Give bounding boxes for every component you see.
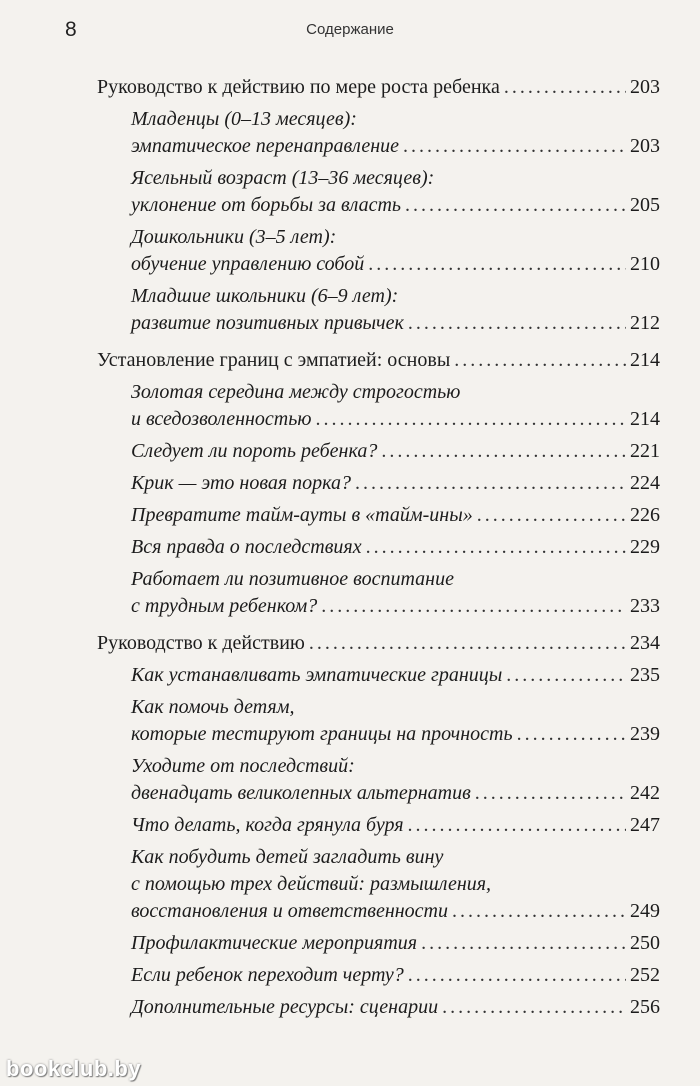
dot-leader xyxy=(475,780,626,807)
page-header xyxy=(65,18,635,48)
dot-leader xyxy=(442,994,626,1021)
toc-section xyxy=(0,347,700,374)
toc-page-number: 212 xyxy=(630,312,660,334)
toc-entry-title: с помощью трех действий: размышления, xyxy=(131,873,492,895)
toc-line xyxy=(131,753,660,780)
toc-page-number: 247 xyxy=(630,814,660,836)
toc-page-number: 235 xyxy=(630,664,660,686)
toc-section xyxy=(0,74,700,101)
toc-subsection xyxy=(0,844,700,925)
toc-subsection xyxy=(0,438,700,465)
toc-line xyxy=(131,566,660,593)
toc-subsection xyxy=(0,106,700,160)
toc-page-number: 239 xyxy=(630,723,660,745)
toc-entry-title: двенадцать великолепных альтернатив xyxy=(131,782,471,804)
toc-line xyxy=(97,347,660,374)
toc-line xyxy=(131,406,660,433)
toc-page-number: 226 xyxy=(630,504,660,526)
toc-line xyxy=(131,251,660,278)
toc-entry-title: и вседозволенностью xyxy=(131,408,312,430)
toc-line xyxy=(97,74,660,101)
dot-leader xyxy=(381,438,626,465)
running-title: Содержание xyxy=(306,21,394,38)
dot-leader xyxy=(403,133,626,160)
toc-entry-title: Работает ли позитивное воспитание xyxy=(131,568,454,590)
dot-leader xyxy=(315,406,626,433)
toc-entry-title: Золотая середина между строгостью xyxy=(131,381,461,403)
toc-page-number: 210 xyxy=(630,253,660,275)
toc-page-number: 221 xyxy=(630,440,660,462)
table-of-contents xyxy=(0,74,700,1021)
toc-line xyxy=(131,310,660,337)
toc-subsection xyxy=(0,502,700,529)
toc-entry-title: уклонение от борьбы за власть xyxy=(131,194,402,216)
toc-entry-title: Дошкольники (3–5 лет): xyxy=(131,226,337,248)
toc-line xyxy=(131,871,660,898)
toc-line xyxy=(131,844,660,871)
toc-line xyxy=(131,780,660,807)
toc-entry-title: Крик — это новая порка? xyxy=(131,472,352,494)
toc-subsection xyxy=(0,534,700,561)
toc-line xyxy=(131,133,660,160)
toc-page-number: 214 xyxy=(630,408,660,430)
toc-subsection xyxy=(0,662,700,689)
toc-line xyxy=(131,694,660,721)
toc-subsection xyxy=(0,470,700,497)
toc-entry-title: обучение управлению собой xyxy=(131,253,365,275)
toc-subsection xyxy=(0,379,700,433)
dot-leader xyxy=(454,347,626,374)
toc-line xyxy=(131,898,660,925)
toc-subsection xyxy=(0,224,700,278)
toc-entry-title: с трудным ребенком? xyxy=(131,595,318,617)
toc-line xyxy=(131,165,660,192)
toc-entry-title: Как устанавливать эмпатические границы xyxy=(131,664,503,686)
toc-entry-title: Младшие школьники (6–9 лет): xyxy=(131,285,399,307)
toc-line xyxy=(131,930,660,957)
toc-entry-title: восстановления и ответственности xyxy=(131,900,449,922)
toc-entry-title: Ясельный возраст (13–36 месяцев): xyxy=(131,167,435,189)
toc-line xyxy=(131,379,660,406)
dot-leader xyxy=(477,502,626,529)
toc-entry-title: Как побудить детей загладить вину xyxy=(131,846,444,868)
dot-leader xyxy=(421,930,626,957)
toc-entry-title: Дополнительные ресурсы: сценарии xyxy=(131,996,439,1018)
dot-leader xyxy=(408,962,626,989)
toc-line xyxy=(131,721,660,748)
toc-line xyxy=(131,962,660,989)
toc-line xyxy=(131,662,660,689)
toc-line xyxy=(131,283,660,310)
toc-line xyxy=(131,438,660,465)
toc-entry-title: Руководство к действию xyxy=(97,632,305,654)
toc-section xyxy=(0,630,700,657)
toc-page-number: 205 xyxy=(630,194,660,216)
watermark: bookclub.by xyxy=(6,1056,142,1081)
dot-leader xyxy=(366,534,626,561)
toc-page-number: 214 xyxy=(630,349,660,371)
toc-line xyxy=(131,502,660,529)
dot-leader xyxy=(321,593,626,620)
toc-subsection xyxy=(0,694,700,748)
toc-subsection xyxy=(0,994,700,1021)
dot-leader xyxy=(504,74,626,101)
toc-line xyxy=(131,593,660,620)
toc-line xyxy=(131,192,660,219)
toc-entry-title: Если ребенок переходит черту? xyxy=(131,964,404,986)
toc-page-number: 252 xyxy=(630,964,660,986)
toc-entry-title: Руководство к действию по мере роста ребенка xyxy=(97,76,500,98)
page-number: 8 xyxy=(65,18,77,41)
dot-leader xyxy=(408,310,626,337)
toc-page-number: 229 xyxy=(630,536,660,558)
toc-page-number: 234 xyxy=(630,632,660,654)
dot-leader xyxy=(506,662,626,689)
toc-entry-title: Младенцы (0–13 месяцев): xyxy=(131,108,357,130)
dot-leader xyxy=(368,251,626,278)
toc-entry-title: Превратите тайм-ауты в «тайм-ины» xyxy=(131,504,473,526)
dot-leader xyxy=(355,470,626,497)
toc-page-number: 224 xyxy=(630,472,660,494)
toc-subsection xyxy=(0,962,700,989)
toc-line xyxy=(131,224,660,251)
dot-leader xyxy=(408,812,627,839)
toc-line xyxy=(131,994,660,1021)
toc-page-number: 203 xyxy=(630,76,660,98)
dot-leader xyxy=(452,898,626,925)
toc-line xyxy=(97,630,660,657)
toc-entry-title: Установление границ с эмпатией: основы xyxy=(97,349,451,371)
toc-entry-title: которые тестируют границы на прочность xyxy=(131,723,513,745)
toc-page-number: 256 xyxy=(630,996,660,1018)
dot-leader xyxy=(517,721,626,748)
toc-line xyxy=(131,812,660,839)
toc-page-number: 233 xyxy=(630,595,660,617)
toc-subsection xyxy=(0,283,700,337)
toc-page-number: 249 xyxy=(630,900,660,922)
dot-leader xyxy=(309,630,626,657)
toc-entry-title: развитие позитивных привычек xyxy=(131,312,404,334)
toc-entry-title: Как помочь детям, xyxy=(131,696,295,718)
toc-page-number: 203 xyxy=(630,135,660,157)
toc-entry-title: Что делать, когда грянула буря xyxy=(131,814,404,836)
toc-subsection xyxy=(0,930,700,957)
toc-line xyxy=(131,106,660,133)
toc-page-number: 250 xyxy=(630,932,660,954)
toc-entry-title: Вся правда о последствиях xyxy=(131,536,362,558)
toc-subsection xyxy=(0,165,700,219)
toc-entry-title: Профилактические мероприятия xyxy=(131,932,418,954)
toc-entry-title: эмпатическое перенаправление xyxy=(131,135,400,157)
toc-subsection xyxy=(0,812,700,839)
toc-line xyxy=(131,534,660,561)
toc-entry-title: Уходите от последствий: xyxy=(131,755,355,777)
toc-subsection xyxy=(0,566,700,620)
toc-entry-title: Следует ли пороть ребенка? xyxy=(131,440,378,462)
toc-page-number: 242 xyxy=(630,782,660,804)
toc-line xyxy=(131,470,660,497)
dot-leader xyxy=(405,192,626,219)
toc-subsection xyxy=(0,753,700,807)
